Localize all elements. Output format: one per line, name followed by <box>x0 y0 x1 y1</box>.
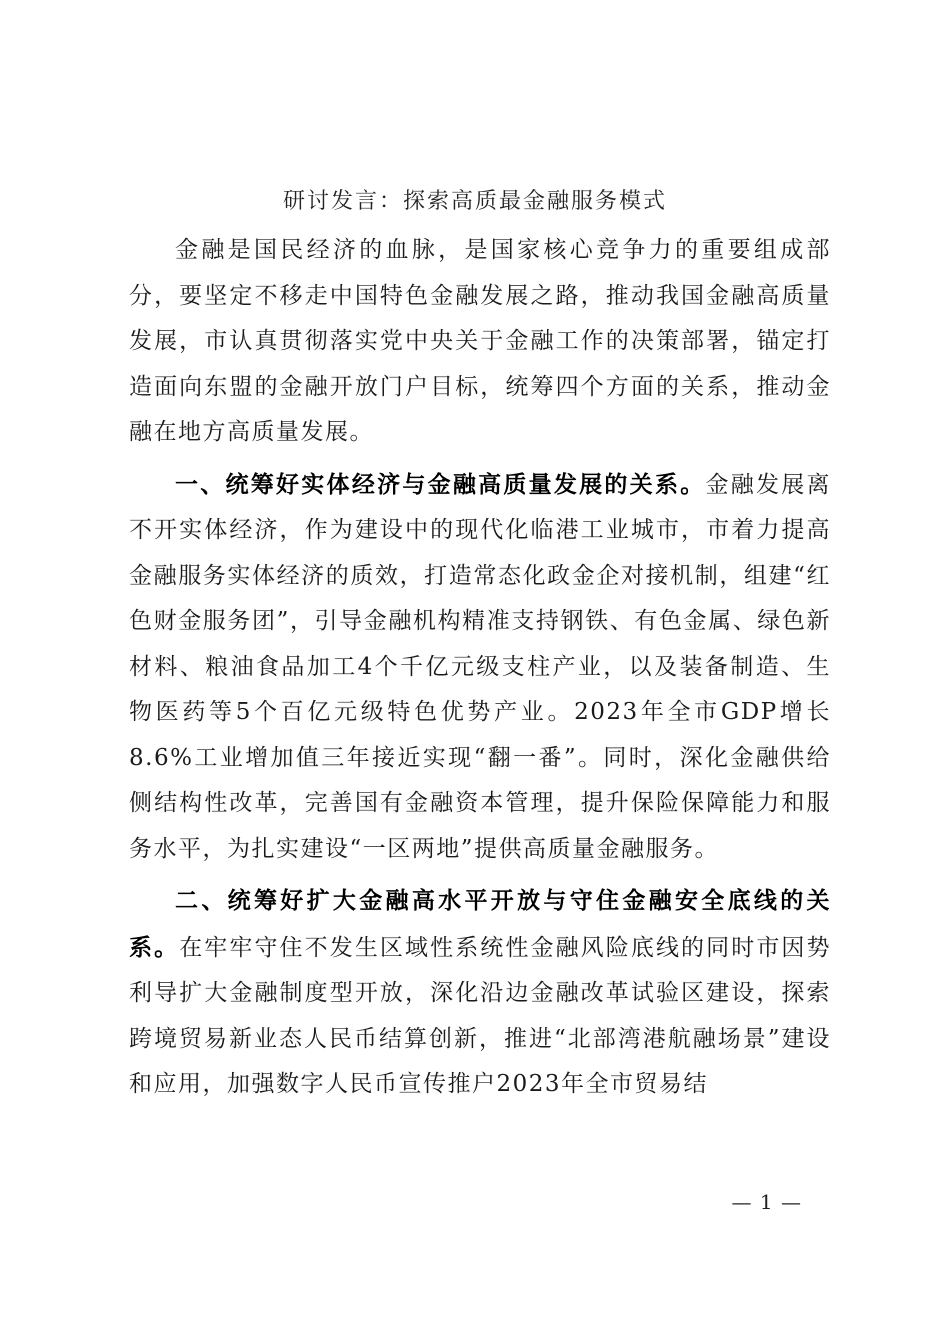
section-1-heading: 一、统筹好实体经济与金融高质量发展的关系。 <box>175 470 706 498</box>
section-1-paragraph <box>129 462 831 873</box>
section-2-paragraph <box>129 878 831 1108</box>
section-1-text: 金融发展离不开实体经济，作为建设中的现代化临港工业城市，市着力提高金融服务实体经济的质效，打造常态化政金企对接机制，组建“红色财金服务团”，引导金融机构精准支持钢铁、有色金属、绿色新材料、粮油食品加工4个千亿元级支柱产业，以及装备制造、生物医药等5个百亿元级特色优势产业。2023年全市GDP增长8.6%工业增加值三年接近实现“翻一番”。同时，深化金融供给侧结构性改革，完善国有金融资本管理，提升保险保障能力和服务水平，为扎实建设“一区两地”提供高质量金融服务。 <box>129 471 832 862</box>
document-body <box>129 228 831 1112</box>
section-2-text: 在牢牢守住不发生区域性系统性金融风险底线的同时市因势利导扩大金融制度型开放，深化沿边金融改革试验区建设，探索跨境贸易新业态人民币结算创新，推进“北部湾港航融场景”建设和应用，加强数字人民币宣传推户2023年全市贸易结 <box>129 934 832 1097</box>
section-2-heading: 二、统筹好扩大金融高水平开放与守住金融安全底线的关系。 <box>129 887 831 961</box>
document-title: 研讨发言：探索高质最金融服务模式 <box>282 189 667 214</box>
page-number: — 1 — <box>731 1190 802 1214</box>
intro-paragraph: 金融是国民经济的血脉，是国家核心竞争力的重要组成部分，要坚定不移走中国特色金融发展之路，推动我国金融高质量发展，市认真贯彻落实党中央关于金融工作的决策部署，锚定打造面向东盟的金融开放门户目标，统筹四个方面的关系，推动金融在地方高质量发展。 <box>129 237 831 445</box>
